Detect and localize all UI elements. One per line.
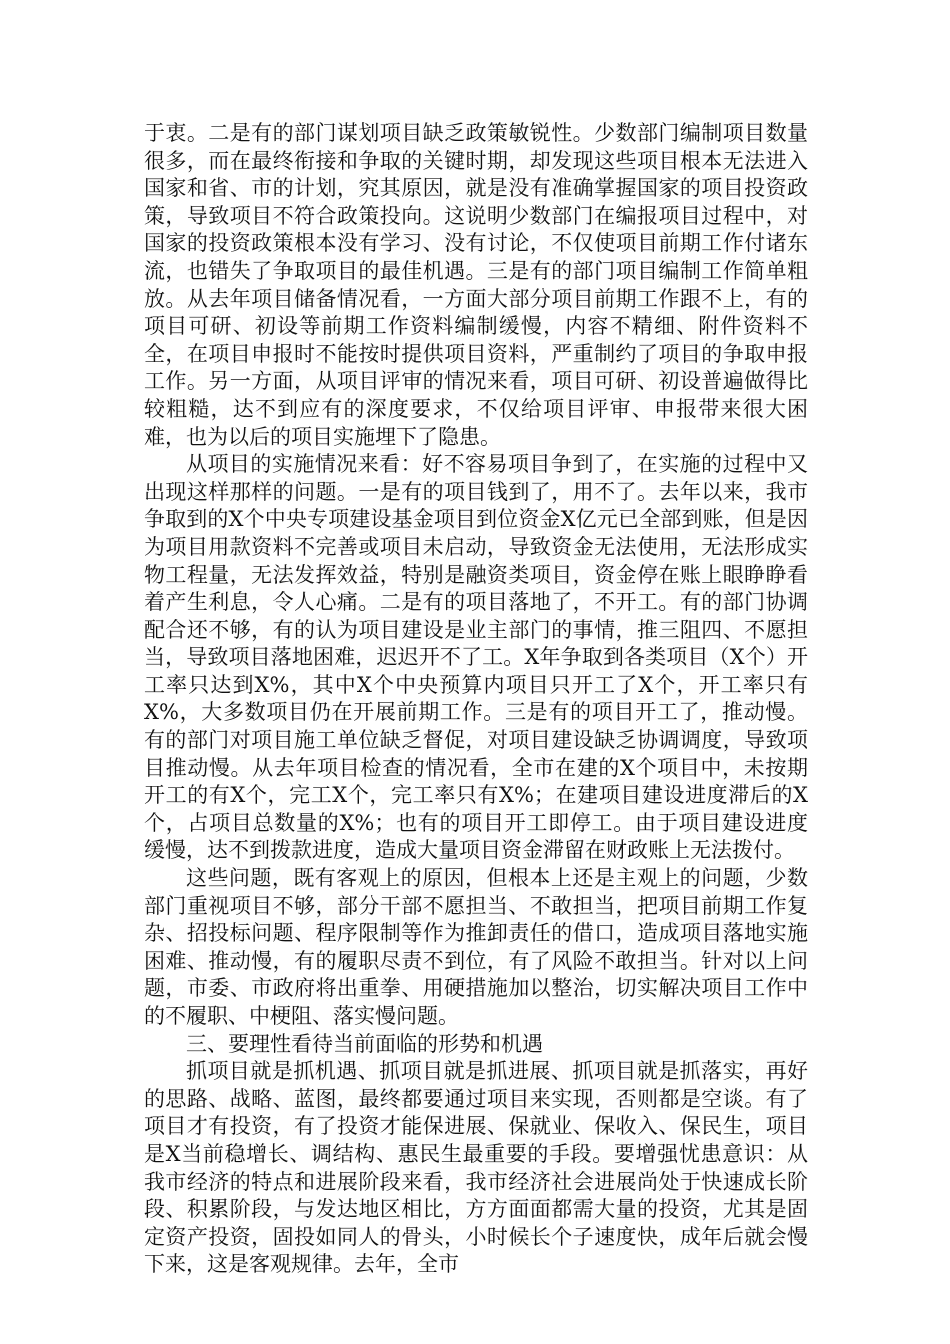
section-heading: 三、要理性看待当前面临的形势和机遇 — [186, 1031, 543, 1056]
paragraph-opportunity: 抓项目就是抓机遇、抓项目就是抓进展、抓项目就是抓落实，再好的思路、战略、蓝图，最终都要通过项目来实现，否则都是空谈。有了项目才有投资，有了投资才能保进展、保就业、保收入、保民生，项目是X当前稳增长、调结构、惠民生最重要的手段。要增强忧患意识：从我市经济的特点和进展阶段来看，我市经济社会进展尚处于快速成长阶段、积累阶段，与发达地区相比，方方面面都需大量的投资，尤其是固定资产投资，固投如同人的骨头，小时候长个子速度快，成年后就会慢下来，这是客观规律。去年，全市 — [144, 1059, 808, 1277]
body-text — [144, 120, 808, 1279]
paragraph-continuation: 于衷。二是有的部门谋划项目缺乏政策敏锐性。少数部门编制项目数量很多，而在最终衔接和争取的关键时期，却发现这些项目根本无法进入国家和省、市的计划，究其原因，就是没有准确掌握国家的项目投资政策，导致项目不符合政策投向。这说明少数部门在编报项目过程中，对国家的投资政策根本没有学习、没有讨论，不仅使项目前期工作付诸东流，也错失了争取项目的最佳机遇。三是有的部门项目编制工作简单粗放。从去年项目储备情况看，一方面大部分项目前期工作跟不上，有的项目可研、初设等前期工作资料编制缓慢，内容不精细、附件资料不全，在项目申报时不能按时提供项目资料，严重制约了项目的争取申报工作。另一方面，从项目评审的情况来看，项目可研、初设普遍做得比较粗糙，达不到应有的深度要求，不仅给项目评审、申报带来很大困难，也为以后的项目实施埋下了隐患。 — [144, 121, 808, 449]
paragraph-implementation: 从项目的实施情况来看：好不容易项目争到了，在实施的过程中又出现这样那样的问题。一是有的项目钱到了，用不了。去年以来，我市争取到的X个中央专项建设基金项目到位资金X亿元已全部到账，但是因为项目用款资料不完善或项目未启动，导致资金无法使用，无法形成实物工程量，无法发挥效益，特别是融资类项目，资金停在账上眼睁睁看着产生利息，令人心痛。二是有的项目落地了，不开工。有的部门协调配合还不够，有的认为项目建设是业主部门的事情，推三阻四、不愿担当，导致项目落地困难，迟迟开不了工。X年争取到各类项目（X个）开工率只达到X%，其中X个中央预算内项目只开工了X个，开工率只有X%，大多数项目仍在开展前期工作。三是有的项目开工了，推动慢。有的部门对项目施工单位缺乏督促，对项目建设缺乏协调调度，导致项目推动慢。从去年项目检查的情况看，全市在建的X个项目中，未按期开工的有X个，完工X个，完工率只有X%；在建项目建设进度滞后的X个，占项目总数量的X%；也有的项目开工即停工。由于项目建设进度缓慢，达不到拨款进度，造成大量项目资金滞留在财政账上无法拨付。 — [144, 452, 808, 863]
paragraph-causes: 这些问题，既有客观上的原因，但根本上还是主观上的问题，少数部门重视项目不够，部分干部不愿担当、不敢担当，把项目前期工作复杂、招投标问题、程序限制等作为推卸责任的借口，造成项目落地实施困难、推动慢，有的履职尽责不到位，有了风险不敢担当。针对以上问题，市委、市政府将出重拳、用硬措施加以整治，切实解决项目工作中的不履职、中梗阻、落实慢问题。 — [144, 866, 808, 1028]
